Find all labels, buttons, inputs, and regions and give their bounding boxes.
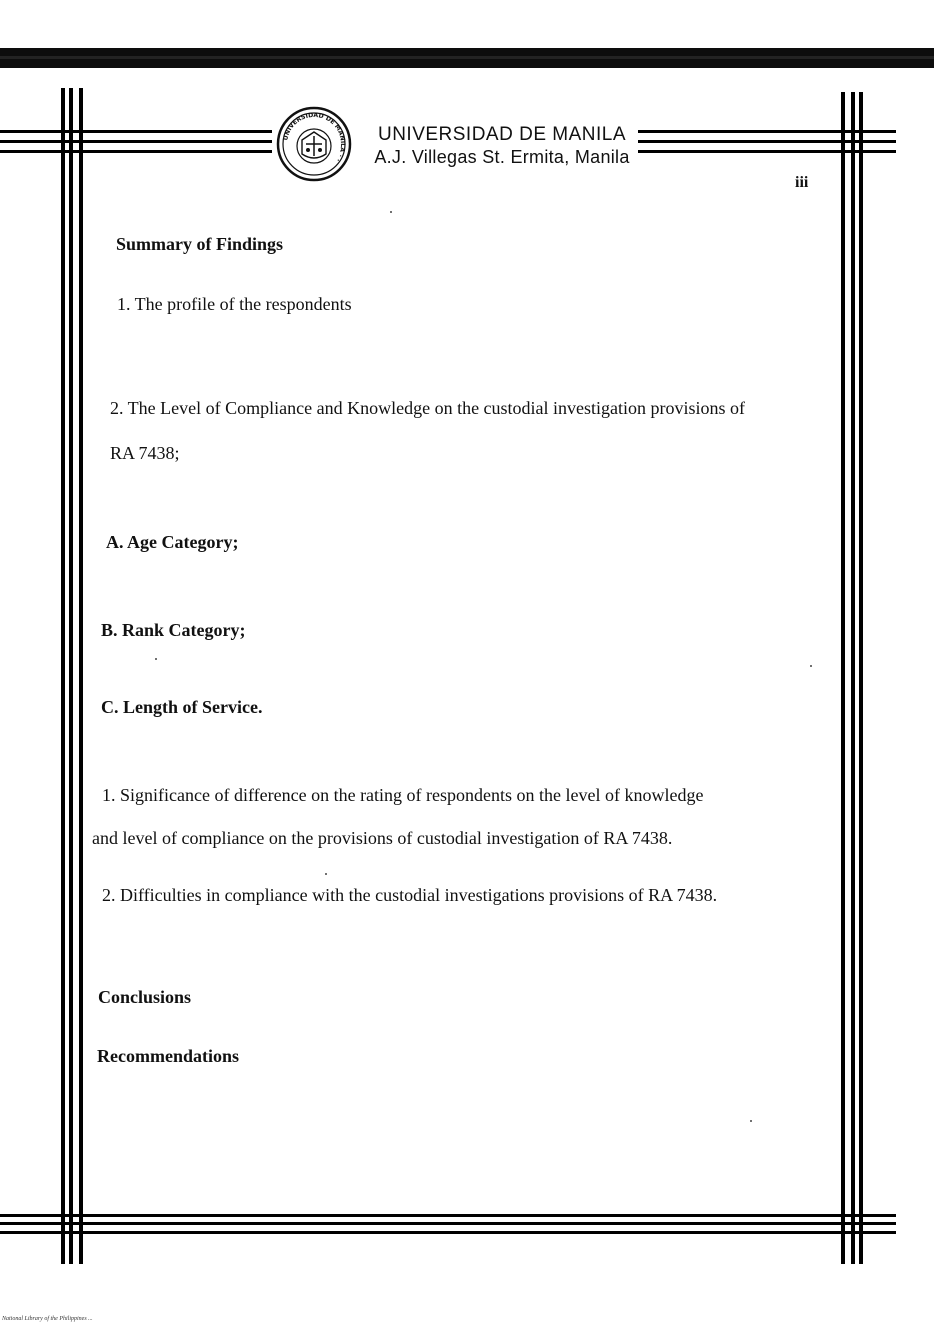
scan-speck xyxy=(810,665,812,667)
conclusions-heading: Conclusions xyxy=(98,987,192,1007)
header-rule-right xyxy=(638,150,896,153)
footer-rule xyxy=(0,1222,896,1225)
finding-item-2: 2. The Level of Compliance and Knowledge on the custodial investigation provisions of xyxy=(110,398,746,418)
header-rule-left xyxy=(0,140,272,143)
page-number: iii xyxy=(795,174,809,191)
scan-speck xyxy=(155,658,157,660)
left-border-rule xyxy=(79,88,83,1264)
summary-heading: Summary of Findings xyxy=(116,234,284,254)
significance-item: 1. Significance of difference on the rating of respondents on the level of knowledge xyxy=(102,785,704,805)
recommendations-heading: Recommendations xyxy=(97,1046,239,1066)
scan-speck xyxy=(750,1120,752,1122)
right-border-rule xyxy=(841,92,845,1264)
finding-item-1: 1. The profile of the respondents xyxy=(117,294,352,314)
left-border-rule xyxy=(61,88,65,1264)
right-border-rule xyxy=(851,92,855,1264)
significance-item-cont: and level of compliance on the provisions of custodial investigation of RA 7438. xyxy=(92,828,673,848)
difficulties-item: 2. Difficulties in compliance with the custodial investigations provisions of RA 7438. xyxy=(102,885,718,905)
finding-item-2-cont: RA 7438; xyxy=(110,443,180,463)
footer-rule xyxy=(0,1214,896,1217)
right-border-rule xyxy=(859,92,863,1264)
left-border-rule xyxy=(69,88,73,1264)
header-rule-left xyxy=(0,150,272,153)
institution-name: UNIVERSIDAD DE MANILA xyxy=(377,124,627,145)
footer-rule xyxy=(0,1231,896,1234)
scan-top-bar xyxy=(0,48,934,68)
subheading-age: A. Age Category; xyxy=(106,532,239,552)
svg-text:UNIVERSIDAD DE MANILA · ·: UNIVERSIDAD DE MANILA · · xyxy=(282,111,347,163)
header-rule-right xyxy=(638,140,896,143)
subheading-rank: B. Rank Category; xyxy=(101,620,246,640)
scan-speck xyxy=(390,211,392,213)
header-rule-left xyxy=(0,130,272,133)
header-rule-right xyxy=(638,130,896,133)
scan-footer-note: National Library of the Philippines ... xyxy=(2,1316,93,1322)
institution-address: A.J. Villegas St. Ermita, Manila xyxy=(374,147,630,167)
scan-speck xyxy=(325,873,327,875)
university-seal-logo xyxy=(276,106,352,182)
subheading-service: C. Length of Service. xyxy=(101,697,263,717)
